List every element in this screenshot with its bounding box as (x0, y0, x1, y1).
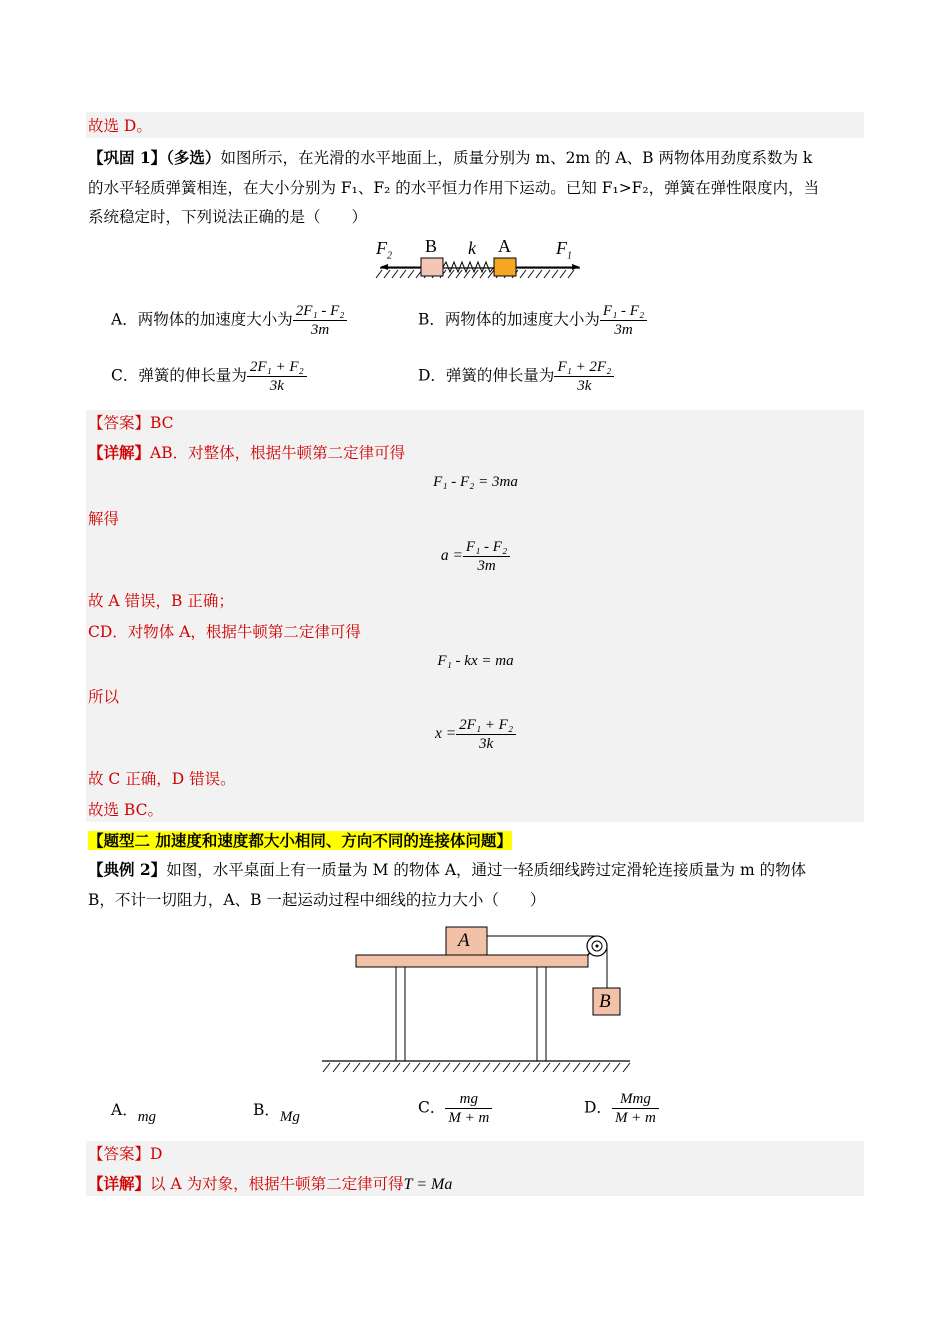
label-b: B (599, 991, 611, 1012)
q1-eq2 (88, 538, 863, 575)
q2-option-d-fraction: $\frac{\text{Mmg}}{M + m}$ (612, 1090, 659, 1127)
option-a-label: A．两物体的加速度大小为 (111, 310, 293, 329)
q2-answer: 【答案】D (88, 1145, 163, 1163)
label-b: B (425, 236, 438, 256)
q1-stem-line2: 的水平轻质弹簧相连，在大小分别为 F₁、F₂ 的水平恒力作用下运动。已知 F₁>F₂，弹簧在弹性限度内，当 (88, 179, 820, 197)
q2-stem-line2: B，不计一切阻力，A、B 一起运动过程中细线的拉力大小（ ） (88, 891, 546, 909)
block-a (494, 258, 516, 276)
label-f2: $F_2$ (376, 238, 392, 262)
eq2-fraction: $\frac{\text{F₁ - F₂}}{3m}$ (463, 538, 510, 575)
q2-stem-line1 (88, 855, 863, 885)
prev-conclusion: 故选 D。 (88, 117, 152, 135)
eq2-lhs: a = (440, 547, 463, 565)
q1-solve: 解得 (88, 510, 120, 528)
arrow-left-icon (380, 264, 388, 270)
q2-option-b[interactable] (253, 1098, 300, 1123)
option-d-label: D．弹簧的伸长量为 (418, 366, 555, 385)
table-top (356, 955, 588, 967)
q1-eq4 (88, 716, 863, 753)
q1-option-b[interactable] (418, 302, 647, 339)
option-c-fraction: $\frac{\text{2F₁ + F₂}}{3k}$ (247, 358, 307, 395)
q1-detail1-text: AB．对整体，根据牛顿第二定律可得 (150, 444, 406, 462)
arrow-right-icon (572, 264, 580, 270)
q2-option-c[interactable] (418, 1090, 492, 1127)
q2-line1: 如图，水平桌面上有一质量为 M 的物体 A，通过一轻质细线跨过定滑轮连接质量为 m 的物体 (166, 861, 807, 879)
label-a: A (458, 930, 470, 951)
q1-final: 故选 BC。 (88, 801, 163, 819)
q1-detail-tag: 【详解】 (88, 443, 151, 462)
spring (443, 262, 494, 272)
q2-option-a-value: mg (137, 1109, 157, 1125)
table-leg-left (396, 967, 405, 1061)
option-a-fraction: $\frac{\text{2F₁ - F₂}}{3m}$ (293, 302, 348, 339)
q2-option-d[interactable] (584, 1090, 659, 1127)
q1-option-d[interactable] (418, 358, 614, 395)
label-f1: $F_1$ (556, 238, 572, 262)
q1-stem-line1 (88, 143, 863, 173)
q2-option-b-label: B． (253, 1101, 280, 1119)
q1-answer: 【答案】BC (88, 414, 174, 432)
q1-conclusion2: 故 C 正确，D 错误。 (88, 770, 236, 788)
spring-blocks-diagram (372, 234, 587, 290)
q2-figure (318, 924, 634, 1074)
option-b-label: B．两物体的加速度大小为 (418, 310, 600, 329)
q1-eq3: F₁ - kx = ma (437, 653, 514, 669)
q2-option-a-label: A． (111, 1101, 138, 1119)
q1-option-c[interactable] (111, 358, 307, 395)
q2-tag: 【典例 2】 (88, 860, 167, 879)
answer-shade-q1 (86, 410, 864, 822)
section2-title: 【题型二 加速度和速度都大小相同、方向不同的连接体问题】 (88, 831, 512, 850)
eq4-lhs: x = (434, 725, 457, 743)
q1-option-a[interactable] (111, 302, 347, 339)
q2-detail-line1 (88, 1169, 863, 1200)
table-leg-right (537, 967, 546, 1061)
pulley-table-diagram (318, 924, 634, 1074)
option-c-label: C．弹簧的伸长量为 (111, 366, 247, 385)
q2-option-c-label: C． (418, 1098, 446, 1117)
q2-detail-tag: 【详解】 (88, 1174, 151, 1193)
q2-detail1-text: 以 A 为对象，根据牛顿第二定律可得 (150, 1175, 404, 1193)
q2-option-b-value: Mg (279, 1109, 300, 1125)
q1-tag: 【巩固 1】（多选） (88, 148, 221, 167)
q1-figure (372, 234, 587, 290)
q2-option-a[interactable] (111, 1098, 156, 1123)
q1-eq1: F₁ - F₂ = 3ma (433, 474, 518, 490)
label-a: A (498, 236, 511, 256)
q1-line1: 如图所示，在光滑的水平地面上，质量分别为 m、2m 的 A、B 两物体用劲度系数为 k (220, 149, 813, 167)
q2-option-c-fraction: $\frac{mg}{M + m}$ (445, 1090, 492, 1127)
q1-stem-line3: 系统稳定时，下列说法正确的是（ ） (88, 208, 368, 226)
eq4-fraction: $\frac{\text{2F₁ + F₂}}{3k}$ (456, 716, 516, 753)
q1-conclusion1: 故 A 错误，B 正确； (88, 592, 234, 610)
q2-eq1: T = Ma (403, 1176, 453, 1193)
label-k: k (468, 238, 476, 258)
q1-detail-line1 (88, 438, 863, 468)
q1-so: 所以 (88, 688, 120, 706)
option-b-fraction: $\frac{\text{F₁ - F₂}}{3m}$ (600, 302, 647, 339)
q1-detail-line2: CD．对物体 A，根据牛顿第二定律可得 (88, 623, 361, 641)
option-d-fraction: $\frac{\text{F₁ + 2F₂}}{3k}$ (554, 358, 614, 395)
block-b (421, 258, 443, 276)
q2-option-d-label: D． (584, 1098, 612, 1117)
